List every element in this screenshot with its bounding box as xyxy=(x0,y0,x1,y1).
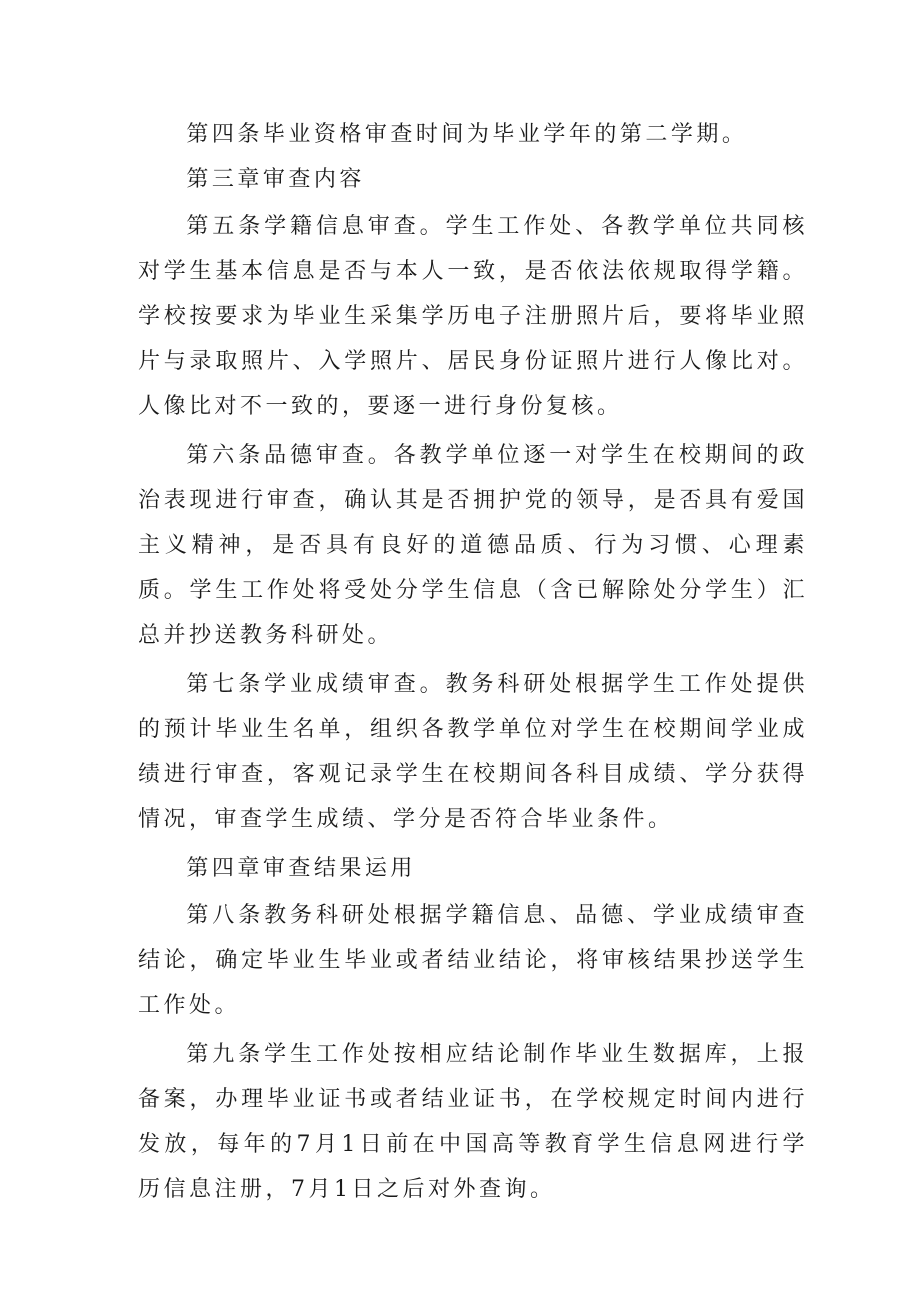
article-6-paragraph: 第六条品德审查。各教学单位逐一对学生在校期间的政治表现进行审查，确认其是否拥护党的领导，是否具有爱国主义精神，是否具有良好的道德品质、行为习惯、心理素质。学生工作处将受处分学生信息（含已解除处分学生）汇总并抄送教务科研处。 xyxy=(138,443,808,648)
article-9-paragraph: 第九条学生工作处按相应结论制作毕业生数据库，上报备案，办理毕业证书或者结业证书，在学校规定时间内进行发放，每年的7月1日前在中国高等教育学生信息网进行学历信息注册，7月1日之后对外查询。 xyxy=(138,1042,808,1202)
article-7-paragraph: 第七条学业成绩审查。教务科研处根据学生工作处提供的预计毕业生名单，组织各教学单位对学生在校期间学业成绩进行审查，客观记录学生在校期间各科目成绩、学分获得情况，审查学生成绩、学分是否符合毕业条件。 xyxy=(138,672,808,832)
article-5-paragraph: 第五条学籍信息审查。学生工作处、各教学单位共同核对学生基本信息是否与本人一致，是否依法依规取得学籍。学校按要求为毕业生采集学历电子注册照片后，要将毕业照片与录取照片、入学照片、居民身份证照片进行人像比对。人像比对不一致的，要逐一进行身份复核。 xyxy=(138,214,808,419)
document-body xyxy=(138,112,808,1212)
chapter-4-heading: 第四章审查结果运用 xyxy=(186,856,416,881)
article-4-paragraph: 第四条毕业资格审查时间为毕业学年的第二学期。 xyxy=(186,122,748,147)
article-8-paragraph: 第八条教务科研处根据学籍信息、品德、学业成绩审查结论，确定毕业生毕业或者结业结论，将审核结果抄送学生工作处。 xyxy=(138,903,808,1018)
chapter-3-heading: 第三章审查内容 xyxy=(186,167,365,192)
